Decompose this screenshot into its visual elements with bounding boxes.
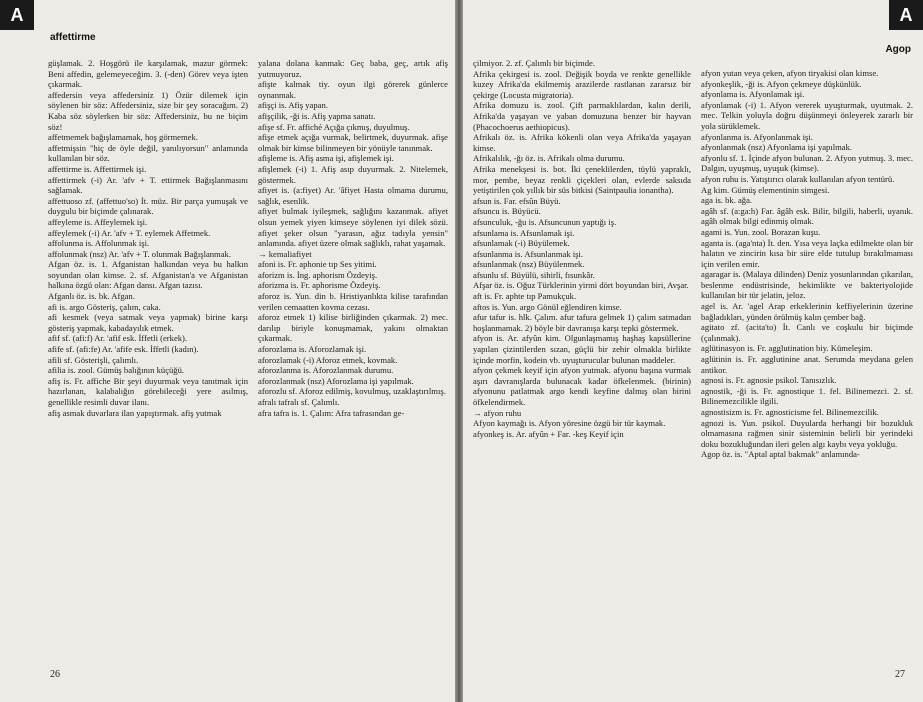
dictionary-entry: agnostik, -ği is. Fr. agnostique 1. fel. Bilinemezci. 2. sf. Bilinemezcilikle ilgili.: [701, 385, 913, 407]
dictionary-entry: afişlemek (-i) 1. Afiş asıp duyurmak. 2. Nitelemek, göstermek.: [258, 163, 448, 185]
dictionary-entry: afiyet is. (a:fiyet) Ar. 'âfiyet Hasta olmama durumu, sağlık, esenlik.: [258, 185, 448, 206]
dictionary-entry: affedersin veya affedersiniz 1) Özür dilemek için söylenen bir söz: Affedersiniz, size bir şey soracağım. 2) Kaba söz söylerken bir söz: Affedersiniz, bu ne biçim söz!: [48, 89, 248, 132]
dictionary-entry: affettuoso zf. (affettuo'so) İt. müz. Bir parça yumuşak ve duygulu bir biçimde çalınarak.: [48, 195, 248, 217]
dictionary-entry: afsuncu is. Büyücü.: [473, 206, 541, 217]
dictionary-entry: afişe sf. Fr. affiché Açığa çıkmış, duyulmuş.: [258, 121, 410, 132]
dictionary-entry: aga is. bk. ağa.: [701, 195, 753, 206]
dictionary-entry: afişleme is. Afiş asma işi, afişlemek işi.: [258, 153, 394, 164]
dictionary-entry: afişçilik, -ği is. Afiş yapma sanatı.: [258, 110, 376, 121]
running-head: Agop: [885, 44, 911, 55]
dictionary-entry: aforozlama is. Aforozlamak işi.: [258, 344, 367, 355]
dictionary-entry: afi kesmek (veya satmak veya yapmak) birine karşı gösteriş yapmak, kabadayılık etmek.: [48, 312, 248, 333]
dictionary-entry: aganta is. (aga'nta) İt. den. Yısa veya laçka edilmekte olan bir halatın ve zincirin kısa bir süre elde tutulup bırakılmaması için verilen emir.: [701, 237, 913, 269]
dictionary-entry: afilia is. zool. Gümüş balığının küçüğü.: [48, 365, 185, 376]
dictionary-entry: affeyleme is. Affeylemek işi.: [48, 216, 148, 227]
dictionary-entry: afur tafur is. hlk. Çalım. afur tafura gelmek 1) çalım satmadan hoşlanmamak. 2) böyle bir davranışa karşı tepki göstermek.: [473, 312, 691, 333]
dictionary-entry: afyonkeş is. Ar. afyûn + Far. -keş Keyif için: [473, 428, 624, 439]
dictionary-entry: Afyon kaymağı is. Afyon yöresine özgü bir tür kaymak.: [473, 418, 666, 429]
dictionary-entry: agel is. Ar. 'agel Arap erkeklerinin keffiyelerinin üzerine bağladıkları, yünden örülmüş kalın çember bağ.: [701, 301, 913, 322]
dictionary-entry: aft is. Fr. aphte tıp Pamukçuk.: [473, 291, 577, 302]
dictionary-entry: afişte kalmak tiy. oyun ilgi görerek günlerce oynanmak.: [258, 79, 448, 100]
dictionary-entry: afsunlanma is. Afsunlanmak işi.: [473, 248, 584, 259]
dictionary-entry: Afrikalı öz. is. Afrika kökenli olan veya Afrika'da yaşayan kimse.: [473, 132, 691, 153]
book-gutter: [455, 0, 463, 702]
dictionary-entry: afyonlu sf. 1. İçinde afyon bulunan. 2. Afyon yutmuş. 3. mec. Dalgın, uyuşmuş, uyuşuk (kimse).: [701, 152, 913, 174]
dictionary-entry: Afgan öz. is. 1. Afganistan halkından veya bu halkın soyundan olan kimse. 2. sf. Afganistan'a ve Afganistan halkına özgü olan: Afgan dansı. Afgan tazısı.: [48, 259, 248, 291]
dictionary-entry: afife sf. (afi:fe) Ar. 'afife esk. İffetli (kadın).: [48, 344, 199, 355]
dictionary-entry: afoni is. Fr. aphonie tıp Ses yitimi.: [258, 259, 377, 270]
dictionary-entry: aforozlanmak (nsz) Aforozlama işi yapılmak.: [258, 375, 414, 386]
dictionary-entry: affeylemek (-i) Ar. 'afv + T. eylemek Affetmek.: [48, 227, 211, 238]
running-head: affettirme: [50, 32, 96, 43]
dictionary-entry: aglütinin is. Fr. agglutinine anat. Serumda meydana gelen antikor.: [701, 354, 913, 375]
dictionary-entry: Afşar öz. is. Oğuz Türklerinin yirmi dört boyundan biri, Avşar.: [473, 280, 689, 291]
dictionary-entry: afişçi is. Afiş yapan.: [258, 100, 328, 111]
dictionary-entry: agaragar is. (Malaya dilinden) Deniz yosunlarından çıkarılan, beslenme endüstrisinde, hekimlikte ve bakteriyolojide kullanılan bir tür jelatin, jeloz.: [701, 269, 913, 301]
dictionary-entry: afyonlanma is. Afyonlanmak işi.: [701, 131, 813, 142]
dictionary-entry: affetmişsin "hiç de öyle değil, yanılıyorsun" anlamında kullanılan bir söz.: [48, 142, 248, 164]
dictionary-entry: aforozlu sf. Aforoz edilmiş, kovulmuş, uzaklaştırılmış.: [258, 386, 446, 397]
dictionary-entry: → kemaliafiyet: [258, 248, 312, 259]
dictionary-entry: yalana dolana kanmak: Geç baba, geç, artık afiş yutmuyoruz.: [258, 58, 448, 79]
right-column-2: [701, 68, 913, 656]
left-page: [0, 0, 455, 702]
dictionary-entry: afsunlamak (-i) Büyülemek.: [473, 238, 570, 249]
dictionary-entry: affolunmak (nsz) Ar. 'afv + T. olunmak Bağışlanmak.: [48, 248, 232, 259]
right-column-1: [473, 58, 691, 656]
dictionary-entry: afyonlanmak (nsz) Afyonlama işi yapılmak.: [701, 142, 853, 153]
dictionary-entry: agnostisizm is. Fr. agnosticisme fel. Bilinemezcilik.: [701, 407, 879, 417]
dictionary-entry: afyon ruhu is. Yatıştırıcı olarak kullanılan afyon tentürü.: [701, 173, 895, 184]
dictionary-entry: aforoz etmek 1) kilise birliğinden çıkarmak. 2) mec. darılıp biriyle konuşmamak, yakını olmaktan çıkarmak.: [258, 312, 448, 344]
dictionary-entry: afi is. argo Gösteriş, çalım, caka.: [48, 301, 161, 312]
dictionary-entry: → afyon ruhu: [473, 407, 522, 418]
dictionary-entry: afsunlanmak (nsz) Büyülenmek.: [473, 259, 585, 270]
dictionary-entry: agâh sf. (a:ga:h) Far. âgâh esk. Bilir, bilgili, haberli, uyanık. agâh olmak bilgi edinmiş olmak.: [701, 205, 913, 227]
left-column-1: [48, 58, 248, 656]
dictionary-entry: Afrika domuzu is. zool. Çift parmaklılardan, kalın derili, Afrika'da yaşayan ve yaban domuzuna benzer bir hayvan (Phacochoerus aethiopicus).: [473, 100, 691, 132]
dictionary-entry: afili sf. Gösterişli, çalımlı.: [48, 354, 139, 365]
dictionary-entry: afyon çekmek keyif için afyon yutmak. afyonu başına vurmak aşırı davranışlarda bulunacak kadar öfkelenmek. (birinin) afyonunu patlatmak argo kendi keyfine dalmış olan birini öfkelendirmek.: [473, 365, 691, 407]
dictionary-entry: afsun is. Far. efsûn Büyü.: [473, 195, 561, 206]
dictionary-entry: güşlamak. 2. Hoşgörü ile karşılamak, mazur görmek: Beni affedin, gelemeyeceğim. 3. (-den) Görev veya işten çıkarmak.: [48, 58, 248, 90]
dictionary-entry: affettirmek (-i) Ar. 'afv + T. ettirmek Bağışlanmasını sağlamak.: [48, 174, 248, 196]
dictionary-entry: afyonkeşlik, -ği is. Afyon çekmeye düşkünlük.: [701, 78, 862, 89]
dictionary-entry: affetmemek bağışlamamak, hoş görmemek.: [48, 132, 198, 143]
dictionary-entry: afyon is. Ar. afyûn kim. Olgunlaşmamış haşhaş kapsüllerine yapılan çizintilerden sızan, güçlü bir zehir olmakla birlikte içinde morfin, kodein vb. uyuşturucular bulunan maddeler.: [473, 333, 691, 365]
dictionary-entry: afyonlamak (-i) 1. Afyon vererek uyuşturmak, uyutmak. 2. mec. Telkin yoluyla doğru düşünmeyi önleyerek zararlı bir yola sürüklemek.: [701, 99, 913, 131]
dictionary-entry: aforizma is. Fr. aphorisme Özdeyiş.: [258, 280, 381, 291]
page-number: 26: [50, 669, 60, 680]
dictionary-entry: afiş is. Fr. affiche Bir şeyi duyurmak veya tanıtmak için hazırlanan, kalabalığın görebileceği yere asılmış, genellikle resimli duvar ilanı.: [48, 375, 248, 407]
dictionary-entry: Afganlı öz. is. bk. Afgan.: [48, 291, 135, 302]
dictionary-entry: agitato zf. (acita'to) İt. Canlı ve coşkulu bir biçimde (çalınmak).: [701, 322, 913, 343]
dictionary-entry: aforizm is. İng. aphorism Özdeyiş.: [258, 269, 378, 280]
dictionary-entry: afsunlama is. Afsunlamak işi.: [473, 227, 575, 238]
right-page: [463, 0, 923, 702]
dictionary-entry: agnozi is. Yun. psikol. Duyularda herhangi bir bozukluk olmamasına rağmen sinir sisteminin belirli bir yerindeki doku bozukluğundan ileri gelen algı kaybı veya yokluğu.: [701, 417, 913, 449]
letter-tab: A: [889, 0, 923, 30]
dictionary-entry: aglütinasyon is. Fr. agglutination biy. Kümeleşim.: [701, 343, 873, 354]
dictionary-entry: Ag kim. Gümüş elementinin simgesi.: [701, 184, 830, 195]
dictionary-entry: afralı tafralı sf. Çalımlı.: [258, 397, 340, 407]
dictionary-entry: Afrika çekirgesi is. zool. Değişik boyda ve renkte genellikle kuzey Afrika'da ekilmemiş arazilerde rastlanan zararsız bir çekirge (Locusta migratoria).: [473, 68, 691, 100]
dictionary-entry: aftos is. Yun. argo Gönül eğlendiren kimse.: [473, 301, 622, 312]
dictionary-entry: afiyet bulmak iyileşmek, sağlığını kazanmak. afiyet olsun yemek yiyen kimseye söylenen iyi dilek sözü. afiyet şeker olsun "yarasın, ağız tadıyla yensin" anlamında. afiyet üzere olmak sağlıklı, rahat yaşamak.: [258, 206, 448, 249]
dictionary-entry: afyonlama is. Afyonlamak işi.: [701, 89, 805, 100]
dictionary-entry: aforoz is. Yun. din b. Hristiyanlıkta kilise tarafından verilen cemaatten kovma cezası.: [258, 291, 448, 312]
dictionary-entry: agami is. Yun. zool. Borazan kuşu.: [701, 226, 821, 237]
dictionary-entry: affettirme is. Affettirmek işi.: [48, 163, 147, 174]
dictionary-entry: afiş asmak duvarlara ilan yapıştırmak. afiş yutmak: [48, 407, 222, 418]
dictionary-entry: aforozlanma is. Aforozlanmak durumu.: [258, 365, 394, 376]
dictionary-entry: afişe etmek açığa vurmak, belirtmek, duyurmak. afişe olmak bir kimse bilinmeyen bir yönüyle tanınmak.: [258, 132, 448, 153]
dictionary-entry: Agop öz. is. "Aptal aptal bakmak" anlamında-: [701, 449, 860, 460]
dictionary-entry: afra tafra is. 1. Çalım: Afra tafrasından ge-: [258, 407, 405, 418]
dictionary-entry: afsunlu sf. Büyülü, sihirli, fısunkâr.: [473, 269, 595, 280]
page-number: 27: [895, 669, 905, 680]
dictionary-entry: Afrikalılık, -ğı öz. is. Afrikalı olma durumu.: [473, 153, 625, 164]
dictionary-entry: Afrika menekşesi is. bot. İki çeneklilerden, tüylü yapraklı, mor, pembe, beyaz renkli çiçekleri olan, evlerde saksıda yetiştirilen çok yıllık bir süs bitkisi (Saintpaulia ionantha).: [473, 163, 691, 196]
dictionary-entry: aforozlamak (-i) Aforoz etmek, kovmak.: [258, 354, 398, 365]
dictionary-entry: affolunma is. Affolunmak işi.: [48, 238, 150, 249]
letter-tab: A: [0, 0, 34, 30]
dictionary-entry: çilmiyor. 2. zf. Çalımlı bir biçimde.: [473, 58, 595, 68]
dictionary-entry: afsunculuk, -ğu is. Afsuncunun yaptığı iş.: [473, 216, 617, 227]
dictionary-entry: afif sf. (afi:f) Ar. 'afif esk. İffetli (erkek).: [48, 333, 188, 344]
left-column-2: [258, 58, 448, 656]
dictionary-entry: agnosi is. Fr. agnosie psikol. Tanısızlık.: [701, 375, 837, 386]
dictionary-entry: afyon yutan veya çeken, afyon tiryakisi olan kimse.: [701, 68, 879, 78]
